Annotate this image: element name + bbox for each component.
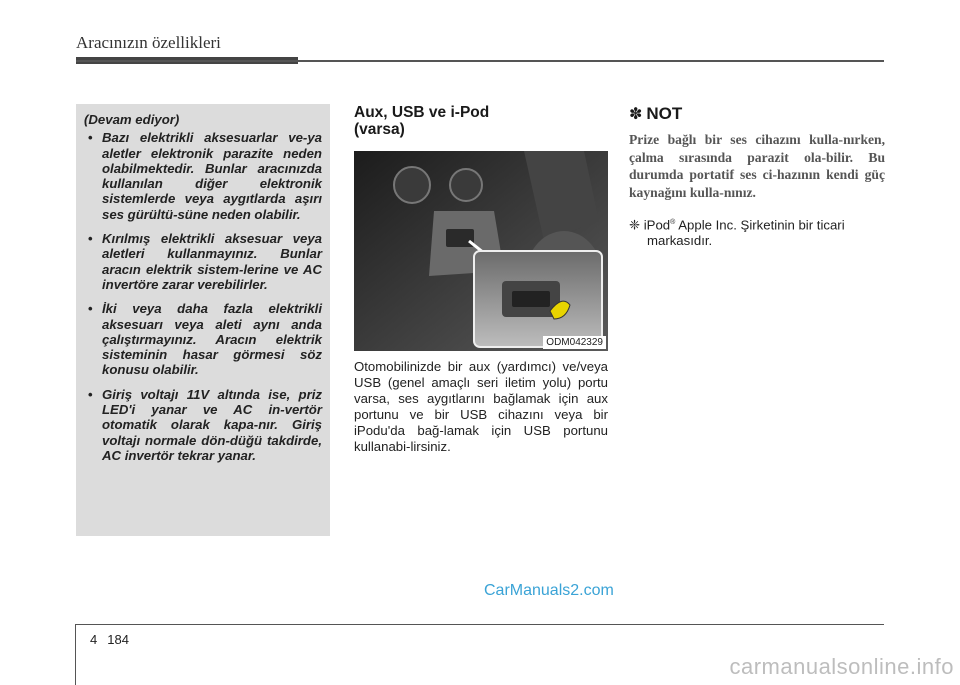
note-star-icon: ✽ <box>629 106 643 123</box>
registered-mark: ® <box>670 219 676 226</box>
section-title-line1: Aux, USB ve i-Pod <box>354 104 490 121</box>
continued-label: (Devam ediyor) <box>84 112 180 127</box>
trademark-symbol: ❈ <box>629 217 641 233</box>
watermark-link[interactable]: CarManuals2.com <box>484 582 614 599</box>
section-title-line2: (varsa) <box>354 121 405 138</box>
caution-item: • İki veya daha fazla elektrikli aksesuarı veya aleti aynı anda çalıştırmayınız. Aracın elektrik sisteminin hasar görmesi söz konusu olabilir. <box>84 301 322 377</box>
site-footer-link[interactable]: carmanualsonline.info <box>729 654 954 679</box>
section-title <box>354 104 608 138</box>
caution-item: • Kırılmış elektrikli aksesuar veya aletleri kullanmayınız. Bunlar aracın elektrik sistem-lerine ve AC invertöre zarar verebilirler. <box>84 231 322 292</box>
note-title <box>629 104 885 125</box>
caution-box <box>76 104 330 536</box>
header-rule <box>76 60 884 62</box>
trademark-note <box>629 215 885 249</box>
caution-list <box>84 130 322 463</box>
aux-usb-section <box>354 104 608 468</box>
console-illustration <box>354 151 608 351</box>
caution-item: • Giriş voltajı 11V altında ise, priz LED'i yanar ve AC in-vertör otomatik olarak kapa-nır. Giriş voltajı normale dön-düğü takdirde, AC invertör tekrar yanar. <box>84 387 322 463</box>
note-title-text: NOT <box>646 104 683 123</box>
chapter-number: 4 <box>90 632 98 647</box>
footer-rule <box>76 624 884 625</box>
footer-divider <box>75 624 76 685</box>
image-code: ODM042329 <box>543 336 606 349</box>
trademark-text: Apple Inc. Şirketinin bir ticari markasıdır. <box>647 217 845 249</box>
header-title: Aracınızın özellikleri <box>76 33 221 52</box>
note-section <box>629 104 885 249</box>
trademark-brand: iPod <box>643 217 671 233</box>
page-number <box>90 632 129 647</box>
console-photo <box>354 151 608 351</box>
page-number-value: 184 <box>107 632 129 647</box>
section-body: Otomobilinizde bir aux (yardımcı) ve/veya USB (genel amaçlı seri iletim yolu) portu varsa, ses aygıtlarını bağlamak için aux portunu ve bir USB cihazını veya bir iPodu'da bağ-lamak için USB portunu kullanabi-lirsiniz. <box>354 359 608 454</box>
note-text: Prize bağlı bir ses cihazını kulla-nırken, çalma sırasında parazit ola-bilir. Bu durumda portatif ses ci-hazının kendi güç kaynağını kulla-nınız. <box>629 132 885 200</box>
caution-item: • Bazı elektrikli aksesuarlar ve-ya aletler elektronik parazite neden olabilmektedir. Bunlar aracınızda kullanılan diğer elektronik sistemlerde veya aygıtlarda aşırı ses gürültü-süne neden olabilir. <box>84 130 322 222</box>
